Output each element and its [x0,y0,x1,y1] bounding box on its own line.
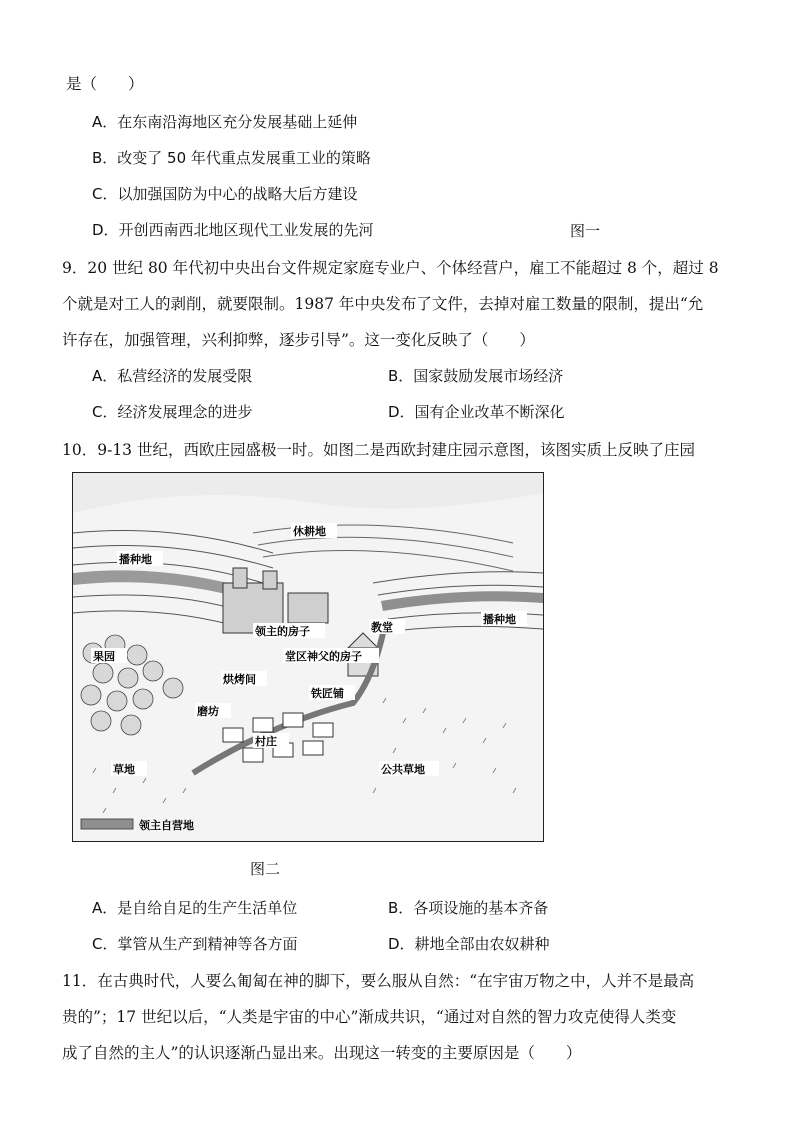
q11-stem-line-3: 成了自然的主人”的认识逐渐凸显出来。出现这一转变的主要原因是（ ） [62,1044,582,1062]
q9-option-a: A．私营经济的发展受限 [92,367,253,385]
q9-stem-line-2: 个就是对工人的剥削，就要限制。1987 年中央发布了文件，去掉对雇工数量的限制，提出“允 [62,295,704,313]
label-meadow: 草地 [113,763,135,776]
q9-stem-line-3: 许存在，加强管理，兴利抑弊，逐步引导”。这一变化反映了（ ） [62,331,535,349]
q9-option-b: B．国家鼓励发展市场经济 [388,367,564,385]
q10-option-a: A．是自给自足的生产生活单位 [92,899,298,917]
q9-option-c: C．经济发展理念的进步 [92,403,253,421]
label-blacksmith: 铁匠铺 [311,687,344,700]
q9-option-d: D．国有企业改革不断深化 [388,403,565,421]
q8-option-d: D．开创西南西北地区现代工业发展的先河 [92,221,374,239]
q8-option-b: B．改变了 50 年代重点发展重工业的策略 [92,149,371,167]
label-priest-house: 堂区神父的房子 [285,650,362,663]
label-common-meadow: 公共草地 [381,763,425,776]
label-church: 教堂 [371,621,393,634]
label-lord-house: 领主的房子 [255,625,310,638]
label-sowing-right: 播种地 [483,613,516,626]
q8-stem-tail: 是（ ） [66,75,144,93]
q11-stem-line-1: 11．在古典时代，人要么匍匐在神的脚下，要么服从自然：“在宇宙万物之中，人并不是最高 [62,972,695,990]
legend-label: 领主自营地 [139,819,194,832]
label-village: 村庄 [255,735,277,748]
label-bakery: 烘烤间 [223,673,256,686]
q10-option-d: D．耕地全部由农奴耕种 [388,935,550,953]
q10-stem-line-1: 10．9-13 世纪，西欧庄园盛极一时。如图二是西欧封建庄园示意图，该图实质上反映了庄园 [62,441,695,459]
label-fallow: 休耕地 [293,525,326,538]
q9-stem-line-1: 9．20 世纪 80 年代初中央出台文件规定家庭专业户、个体经营户，雇工不能超过 8 个，超过 8 [62,259,719,277]
q10-option-c: C．掌管从生产到精神等各方面 [92,935,298,953]
q11-stem-line-2: 贵的”；17 世纪以后，“人类是宇宙的中心”渐成共识，“通过对自然的智力攻克使得人类变 [62,1008,677,1026]
manor-diagram-svg [73,473,543,841]
legend-swatch [81,819,133,829]
label-sowing-left: 播种地 [119,553,152,566]
q8-option-a: A．在东南沿海地区充分发展基础上延伸 [92,113,358,131]
q8-option-c: C．以加强国防为中心的战略大后方建设 [92,185,358,203]
q10-option-b: B．各项设施的基本齐备 [388,899,549,917]
label-orchard: 果园 [93,650,115,663]
manor-diagram [72,472,544,842]
label-mill: 磨坊 [197,705,219,718]
figure-1-caption: 图一 [570,222,601,240]
figure-2-caption: 图二 [250,860,281,878]
